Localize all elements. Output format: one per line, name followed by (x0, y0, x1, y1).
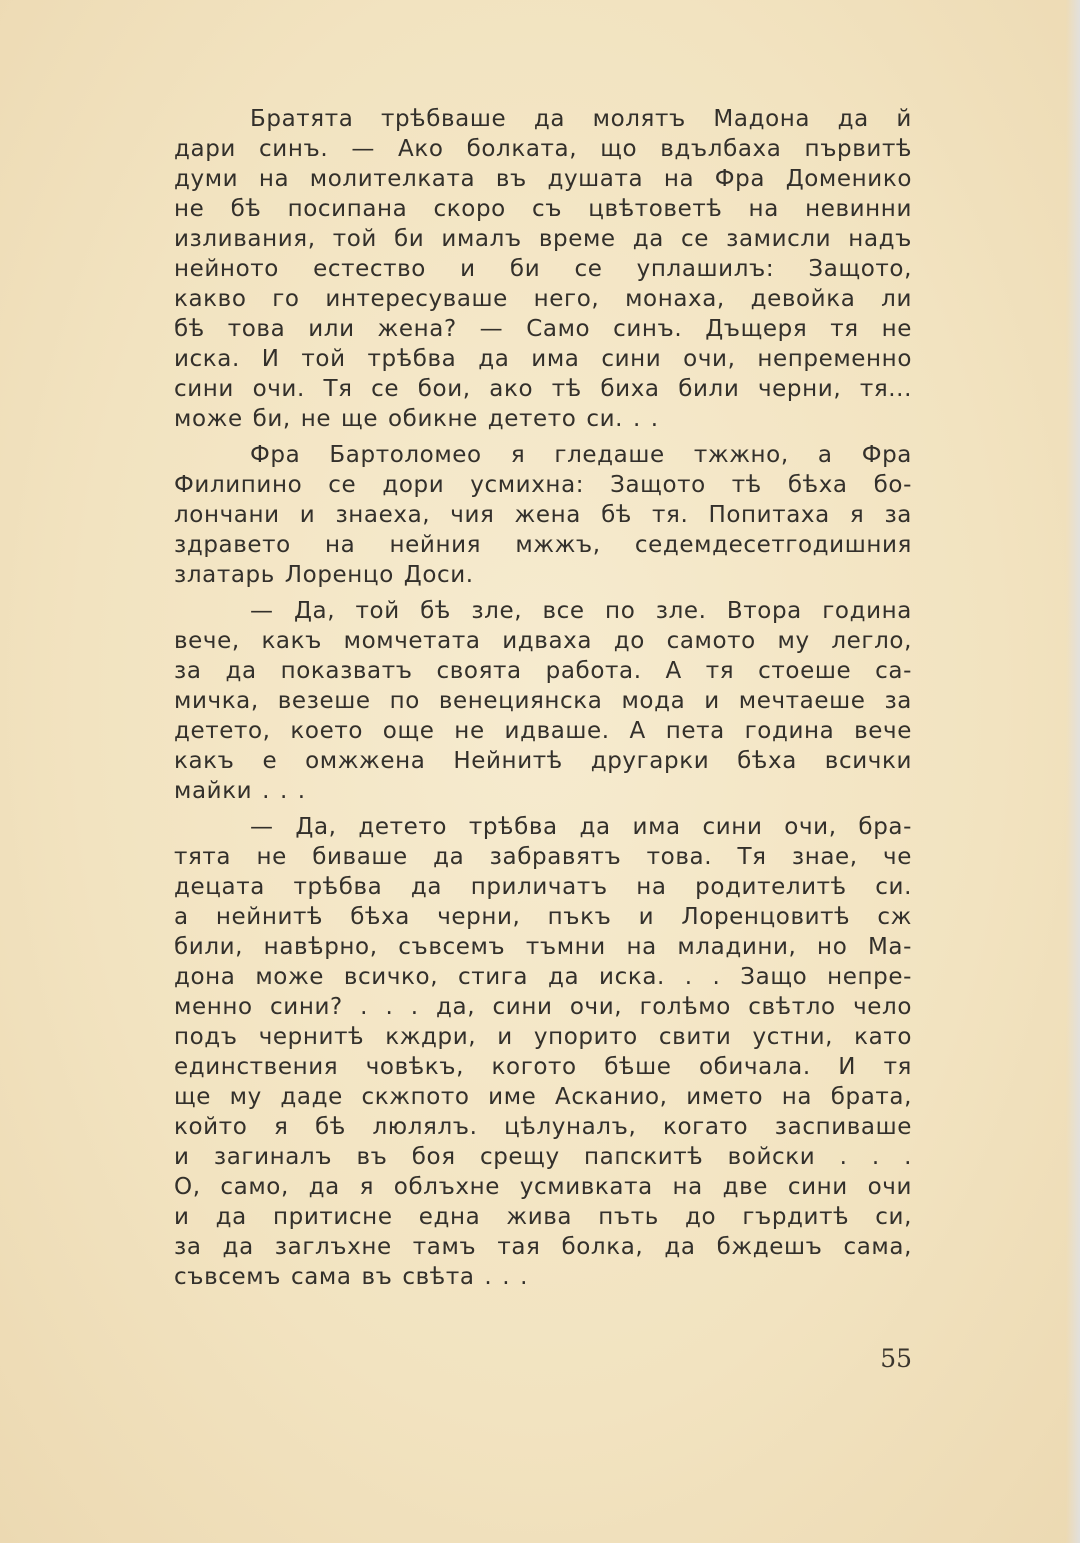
text-line: майки . . . (174, 778, 306, 804)
paragraph (174, 104, 912, 434)
text-line: изливания, той би ималъ време да се замисли надъ (174, 226, 912, 252)
text-line: здравето на нейния мжжъ, седемдесетгодишния (174, 532, 912, 558)
text-line: менно сини? . . . да, сини очи, голѣмо свѣтло чело (174, 994, 912, 1020)
text-line: думи на молителката въ душата на Фра Доменико (174, 166, 912, 192)
text-line: за да заглъхне тамъ тая болка, да бждешъ сама, (174, 1234, 912, 1260)
text-line: — Да, детето трѣбва да има сини очи, бра- (250, 814, 912, 840)
text-line: бѣ това или жена? — Само синъ. Дъщеря тя не (174, 316, 912, 342)
text-line: който я бѣ люлялъ. цѣлуналъ, когато заспиваше (174, 1114, 912, 1140)
text-line: нейното естество и би се уплашилъ: Защото, (174, 256, 912, 282)
text-line: иска. И той трѣбва да има сини очи, непременно (174, 346, 912, 372)
text-line: тята не биваше да забравятъ това. Тя знае, че (174, 844, 912, 870)
text-line: мичка, везеше по венециянска мода и мечтаеше за (174, 688, 912, 714)
page-number: 55 (880, 1344, 912, 1373)
text-line: за да показватъ своята работа. А тя стоеше са- (174, 658, 912, 684)
text-line: единствения човѣкъ, когото бѣше обичала. И тя (174, 1054, 912, 1080)
text-line: детето, което още не идваше. А пета година вече (174, 718, 912, 744)
text-line: може би, не ще обикне детето си. . . (174, 406, 659, 432)
text-line: лончани и знаеха, чия жена бѣ тя. Попитаха я за (174, 502, 912, 528)
text-line: ще му даде скжпото име Асканио, името на брата, (174, 1084, 912, 1110)
paragraph (174, 596, 912, 806)
text-line: сини очи. Тя се бои, ако тѣ биха били черни, тя... (174, 376, 912, 402)
text-line: златарь Лоренцо Доси. (174, 562, 474, 588)
paragraph (174, 440, 912, 590)
paragraph (174, 812, 912, 1292)
text-line: а нейнитѣ бѣха черни, пъкъ и Лоренцовитѣ сж (174, 904, 912, 930)
text-line: дари синъ. — Ако болката, що вдълбаха първитѣ (174, 136, 912, 162)
text-line: какъ е омжжена Нейнитѣ другарки бѣха всички (174, 748, 912, 774)
text-line: Братята трѣбваше да молятъ Мадона да й (250, 106, 912, 132)
page-text (174, 104, 912, 1298)
text-line: Филипино се дори усмихна: Защото тѣ бѣха бо- (174, 472, 912, 498)
text-line: дона може всичко, стига да иска. . . Защо непре- (174, 964, 912, 990)
page-edge (1066, 0, 1080, 1543)
text-line: какво го интересуваше него, монаха, девойка ли (174, 286, 912, 312)
text-line: вече, какъ момчетата идваха до самото му легло, (174, 628, 912, 654)
text-line: О, само, да я облъхне усмивката на две сини очи (174, 1174, 912, 1200)
text-line: децата трѣбва да приличатъ на родителитѣ си. (174, 874, 912, 900)
text-line: били, навѣрно, съвсемъ тъмни на младини, но Ма- (174, 934, 912, 960)
text-line: не бѣ посипана скоро съ цвѣтоветѣ на невинни (174, 196, 912, 222)
text-line: — Да, той бѣ зле, все по зле. Втора година (250, 598, 912, 624)
text-line: Фра Бартоломео я гледаше тжжно, а Фра (250, 442, 912, 468)
text-line: и загиналъ въ боя срещу папскитѣ войски . . . (174, 1144, 912, 1170)
text-line: съвсемъ сама въ свѣта . . . (174, 1264, 528, 1290)
text-line: и да притисне една жива пъть до гърдитѣ си, (174, 1204, 912, 1230)
text-line: подъ чернитѣ кждри, и упорито свити устни, като (174, 1024, 912, 1050)
